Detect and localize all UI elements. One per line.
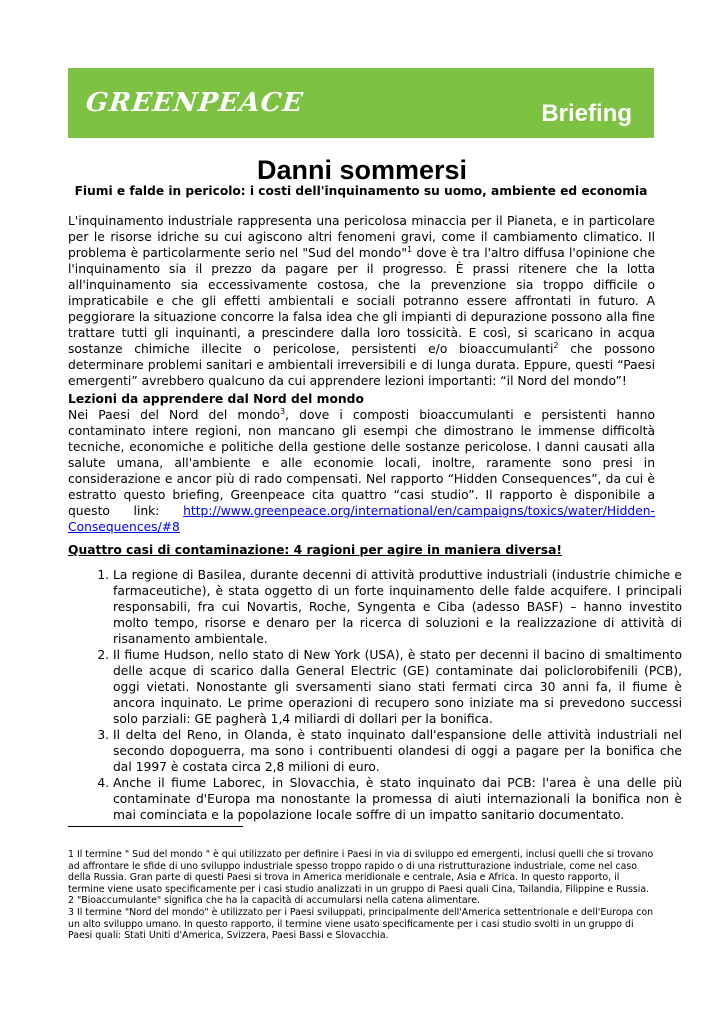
briefing-label: Briefing [541,100,632,127]
document-subtitle: Fiumi e falde in pericolo: i costi dell'inquinamento su uomo, ambiente ed economia [74,184,648,198]
greenpeace-logo: GREENPEACE [84,88,305,118]
footnote-3: 3 Il termine "Nord del mondo" è utilizzato per i Paesi sviluppati, principalmente dell'America settentrionale e dell'Europa con un alto sviluppo umano. In questo rapporto, il termine viene usato specificamente per i casi studio svolti in un gruppo di Paesi quali: Stati Uniti d'America, Svizzera, Paesi Bassi e Slovacchia. [68,906,654,942]
intro-paragraph [68,213,655,389]
list-item: 3. Il delta del Reno, in Olanda, è stato inquinato dall'espansione delle attività industriali nel secondo dopoguerra, ma sono i contribuenti olandesi di oggi a pagare per la bonifica che dal 1997 è costata circa 2,8 milioni di euro. [113,727,682,775]
document-title: Danni sommersi [256,155,468,185]
footnote-ref-2: 2 [553,340,559,350]
cases-heading: Quattro casi di contaminazione: 4 ragioni per agire in maniera diversa! [68,543,563,557]
cases-section [68,542,655,558]
list-item: 1. La regione di Basilea, durante decenni di attività produttive industriali (industrie chimiche e farmaceutiche), è stata oggetto di un forte inquinamento delle falde acquifere. I principali responsabili, fra cui Novartis, Roche, Syngenta e Ciba (adesso BASF) – hanno investito molto tempo, risorse e denaro per la ricerca di soluzioni e la realizzazione di attività di risanamento ambientale. [113,567,682,647]
lezioni-text-1: Nei Paesi del Nord del mondo [68,408,281,422]
intro-text-3: che possono determinare problemi sanitari e ambientali irreversibili e di lunga durata. Eppure, questi “Paesi emergenti” avrebbero qualcuno da cui apprendere lezioni importanti: “il Nord del mondo”! [68,342,656,388]
footnote-2: 2 "Bioaccumulante" significa che ha la capacità di accumularsi nella catena alimentare. [68,895,481,907]
cases-list [86,567,682,823]
footnotes [68,849,654,942]
list-item: 4. Anche il fiume Laborec, in Slovacchia, è stato inquinato dai PCB: l'area è una delle più contaminate d'Europa ma nonostante la promessa di aiuti internazionali la bonifica non è mai cominciata e la popolazione locale soffre di un impatto sanitario documentato. [113,775,682,823]
lezioni-section [68,391,655,535]
lezioni-text-2: , dove i composti bioaccumulanti e persistenti hanno contaminato intere regioni, non mancano gli esempi che dimostrano le immense difficoltà tecniche, economiche e politiche della gestione delle sostanze pericolose. I danni causati alla salute umana, all'ambiente e alle economie locali, inoltre, raramente sono presi in considerazione e ancor più di rado compensati. Nel rapporto “Hidden Consequences”, da cui è estratto questo briefing, Greenpeace cita quattro “casi studio”. Il rapporto è disponibile a questo link: [68,408,655,518]
header-banner [68,68,654,138]
footnote-ref-3: 3 [280,406,286,416]
footnote-1: 1 Il termine " Sud del mondo " è qui utilizzato per definire i Paesi in via di sviluppo ed emergenti, inclusi quelli che si trovano ad affrontare le sfide di uno sviluppo industriale spesso troppo rapido o di una ristrutturazione industriale, come nel caso della Russia. Gran parte di questi Paesi si trova in America meridionale e centrale, Asia e Africa. In questo rapporto, il termine viene usato specificamente per i casi studio analizzati in un gruppo di Paesi quali Cina, Tailandia, Filippine e Russia. [68,849,654,895]
footnote-ref-1: 1 [407,244,413,254]
footnote-separator [68,826,243,827]
list-item: 2. Il fiume Hudson, nello stato di New York (USA), è stato per decenni il bacino di smaltimento delle acque di scarico dalla General Electric (GE) contaminate dai policlorobifenili (PCB), oggi vietati. Nonostante gli sversamenti siano stati fermati circa 30 anni fa, il fiume è ancora inquinato. Le prime operazioni di recupero sono iniziate ma si prevedono successi solo parziali: GE pagherà 1,4 miliardi di dollari per la bonifica. [113,647,682,727]
intro-text-2: dove è tra l'altro diffusa l'opinione che l'inquinamento sia il prezzo da pagare per il progresso. È prassi ritenere che la lotta all'inquinamento sia eccessivamente costosa, che la prevenzione sia troppo difficile o impraticabile e che gli effetti ambientali e sociali potranno essere affrontati in futuro. A peggiorare la situazione concorre la falsa idea che gli impianti di depurazione possono alla fine trattare tutti gli inquinanti, a prescindere dalla loro tossicità. E così, si scaricano in acqua sostanze chimiche illecite o pericolose, persistenti e/o bioaccumulanti [68,246,656,356]
lezioni-heading: Lezioni da apprendere dal Nord del mondo [68,392,364,406]
intro-text-1: L'inquinamento industriale rappresenta una pericolosa minaccia per il Pianeta, e in particolare per le risorse idriche su cui agiscono altri fenomeni gravi, come il cambiamento climatico. Il problema è particolarmente serio nel "Sud del mondo" [68,214,655,260]
report-link[interactable]: http://www.greenpeace.org/international/en/campaigns/toxics/water/Hidden-Consequences/#8 [68,504,655,534]
